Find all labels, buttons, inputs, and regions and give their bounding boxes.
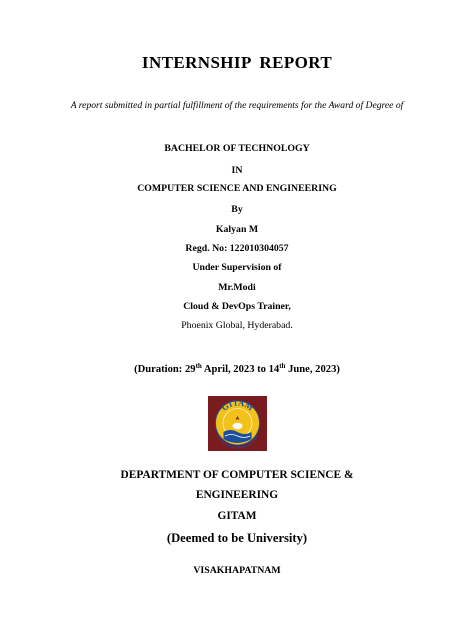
supervisor-name: Mr.Modi [218, 282, 256, 293]
gitam-emblem-icon [208, 396, 267, 451]
supervision-label: Under Supervision of [192, 262, 282, 273]
duration-middle: April, 2023 to 14 [201, 364, 280, 375]
city-name: VISAKHAPATNAM [193, 565, 281, 576]
deemed-university: (Deemed to be University) [166, 531, 308, 545]
report-title: INTERNSHIP REPORT [141, 53, 333, 72]
registration-number: Regd. No: 122010304057 [185, 243, 289, 254]
logo-dove-icon [233, 423, 243, 429]
branch-name: COMPUTER SCIENCE AND ENGINEERING [137, 183, 337, 194]
by-label: By [231, 204, 243, 215]
duration-prefix: (Duration: 29 [134, 364, 196, 375]
logo-text: GITAM [219, 397, 256, 413]
department-line-2: ENGINEERING [195, 489, 279, 501]
duration-sup-end: th [279, 362, 286, 370]
duration-sup-start: th [195, 362, 202, 370]
degree-name: BACHELOR OF TECHNOLOGY [164, 143, 310, 154]
department-line-1: DEPARTMENT OF COMPUTER SCIENCE & [120, 469, 354, 481]
institution-name: GITAM [217, 510, 257, 522]
gitam-logo [208, 396, 267, 451]
degree-in: IN [231, 165, 243, 176]
student-name: Kalyan M [215, 224, 259, 235]
duration-suffix: June, 2023) [285, 364, 340, 375]
internship-duration [0, 362, 474, 376]
report-subtitle: A report submitted in partial fulfillment of the requirements for the Award of Degree of [70, 100, 404, 111]
supervisor-role: Cloud & DevOps Trainer, [183, 301, 291, 312]
organization-name: Phoenix Global, Hyderabad. [181, 320, 293, 331]
